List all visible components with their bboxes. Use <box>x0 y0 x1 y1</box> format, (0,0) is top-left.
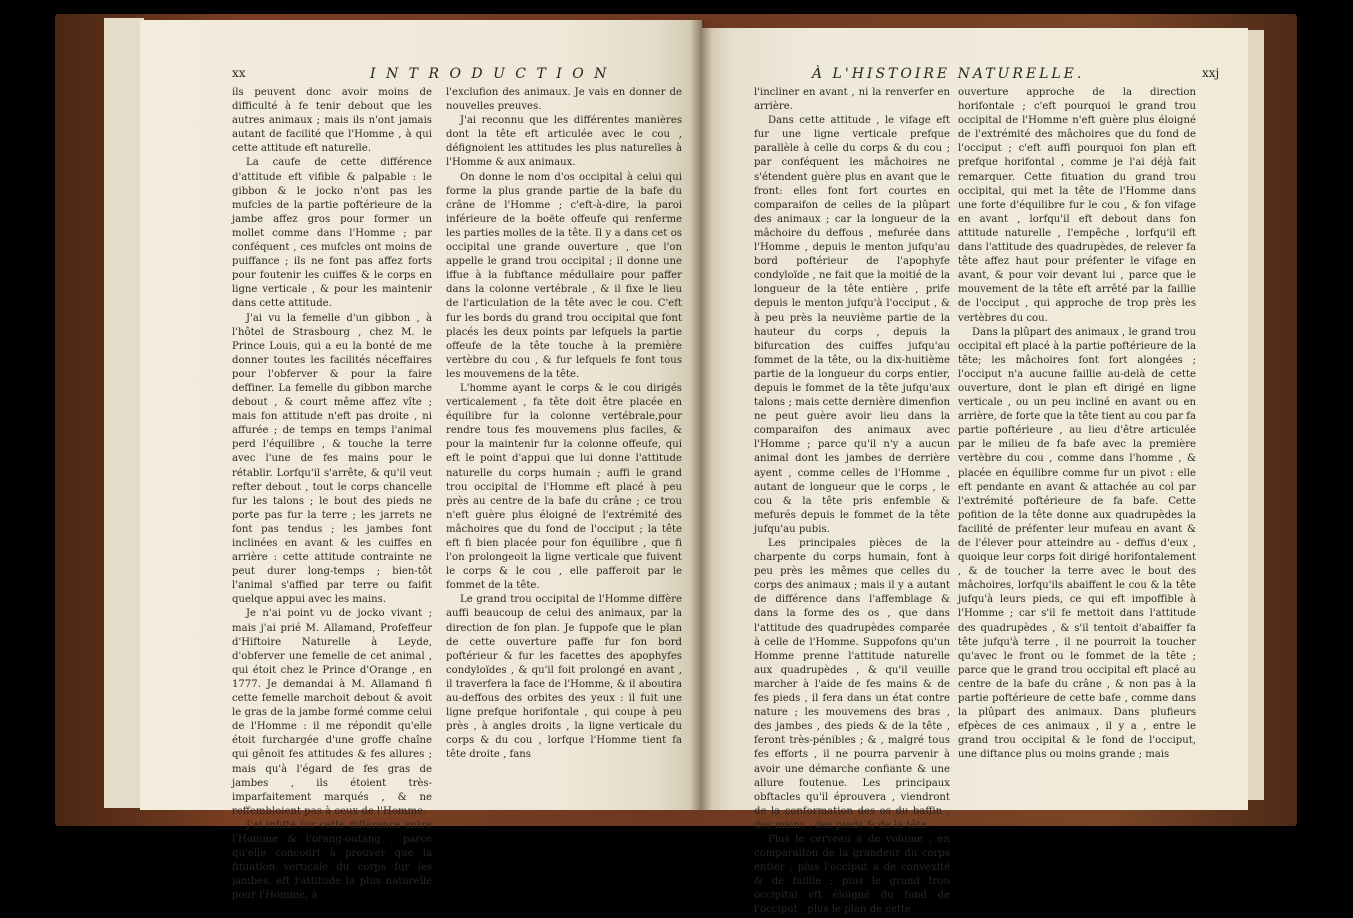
right_page-col1-paragraph: Dans cette attitude , le vifage eft fur une ligne verticale prefque parallèle à celle du corps & du cou ; par conféquent les mâchoires ne s'étendent guère plus en avant que le front: elles font fort courtes en comparaifon de celles de la plûpart des animaux ; car la longueur de la mâchoire du deffous , mefurée dans l'Homme , depuis le menton jufqu'au bord poftérieur de l'apophyfe condyloïde , ne fait que la moitié de la longueur de la tête entière , prife depuis le menton jufqu'à l'occiput , & à peu près la neuvième partie de la hauteur du corps , depuis la bifurcation des cuiffes jufqu'au fommet de la tête, ou la dix-huitième partie de la longueur du corps entier, depuis le fommet de la tête jufqu'aux talons ; mais cette dernière dimenfion ne peut guère avoir lieu dans la comparaifon des animaux avec l'Homme ; parce qu'il n'y a aucun animal dont les jambes de derrière ayent , comme celles de l'Homme , autant de longueur que le corps , le cou & la tête pris enfemble & mefurés depuis le fommet de la tête jufqu'au pubis. <box>754 115 950 535</box>
left_page-col2-paragraph: J'ai reconnu que les différentes manières dont la tête eft articulée avec le cou , défignoient les attitudes les plus naturelles à l'Homme & aux animaux. <box>446 115 682 169</box>
right_page-col1-paragraph: l'incliner en avant , ni la renverfer en arrière. <box>754 87 950 113</box>
right-column-2 <box>958 86 1196 761</box>
left_page-col1-paragraph: J'ai vu la femelle d'un gibbon , à l'hôtel de Strasbourg , chez M. le Prince Louis, qui a eu la bonté de me donner toutes les facilités néceffaires pour l'obferver & pour la faire deffiner. La femelle du gibbon marche debout , & court même affez vîte ; mais fon attitude n'eft pas droite , ni affurée ; de temps en temps l'animal perd l'équilibre , & touche la terre avec l'une de fes mains pour le rétablir. Lorfqu'il s'arrête, & qu'il veut refter debout , tout le corps chancelle fur les talons ; le bout des pieds ne porte pas fur la terre ; les jarrets ne font pas tendus ; les jambes font inclinées en avant & les cuiffes en arrière : cette attitude contrainte ne peut durer long-temps ; bien-tôt l'animal s'affied par terre ou faifit quelque appui avec les mains. <box>232 312 432 606</box>
left_page-col1-paragraph: Je n'ai point vu de jocko vivant ; mais j'ai prié M. Allamand, Profeffeur d'Hiftoire Naturelle à Leyde, d'obferver une femelle de cet animal , qui étoit chez le Prince d'Orange , en 1777. Je demandai à M. Allamand fi cette femelle marchoit debout & avoit le gras de la jambe formé comme celui de l'Homme : il me répondit qu'elle étoit furchargée d'une groffe chaîne qui gênoit fes attitudes & fes allures ; mais qu'à l'égard de fes gras de jambes , ils étoient très-imparfaitement marqués , & ne reffembloient pas à ceux de l'Homme. <box>232 608 432 817</box>
book-gutter <box>690 20 712 810</box>
left-folio: xx <box>232 66 246 80</box>
left_page-col1-paragraph: La caufe de cette différence d'attitude eft vifible & palpable : le gibbon & le jocko n'ont pas les mufcles de la partie poftérieure de la jambe affez gros pour former un mollet comme dans l'Homme ; par conféquent , ces mufcles ont moins de puiffance ; ils ne font pas affez forts pour foutenir les cuiffes & le corps en ligne verticale , & pour les maintenir dans cette attitude. <box>232 157 432 310</box>
right-folio: xxj <box>1202 66 1220 80</box>
left_page-col1-paragraph: J'ai infifté fur cette différence entre l'Homme & l'orang-outang , parce qu'elle concourt à prouver que la fituation verticale du corps fur les jambes, eft l'attitude la plus naturelle pour l'Homme, à <box>232 819 432 902</box>
right-column-1 <box>754 86 950 916</box>
right_page-col1-paragraph: Les principales pièces de la charpente du corps humain, font à peu près les mêmes que celles du corps des animaux ; mais il y a autant de différence dans l'affemblage & dans la forme des os , que dans l'attitude des quadrupèdes comparée à celle de l'Homme. Suppofons qu'un Homme prenne l'attitude naturelle aux quadrupèdes , & qu'il veuille marcher à l'aide de fes mains & de fes pieds , il fera dans un état contre nature ; les mouvemens des bras , des jambes , des pieds & de la tête , feront très-pénibles ; & , malgré tous fes efforts , il ne pourra parvenir à avoir une démarche confiante & une allure foutenue. Les principaux obftacles qu'il éprouvera , viendront de la conformation des os du baffin , des mains , des pieds & de la tête. <box>754 538 950 831</box>
right_page-col2-paragraph: Dans la plûpart des animaux , le grand trou occipital eft placé à la partie poftérieure de la tête; les mâchoires font fort alongées ; l'occiput n'a aucune faillie au-delà de cette ouverture, dont le plan eft dirigé en ligne verticale , ou un peu incliné en avant ou en arrière, de forte que la tête tient au cou par fa partie poftérieure , au lieu d'être articulée par le milieu de fa bafe avec la première vertèbre du cou , comme dans l'homme , & placée en équilibre comme fur un pivot : elle eft pendante en avant & attachée au col par l'extrémité poftérieure de fa bafe. Cette pofition de la tête donne aux quadrupèdes la facilité de préfenter leur mufeau en avant & de l'élever pour atteindre au - deffus d'eux , quoique leur corps foit dirigé horifontalement , & de toucher la terre avec le bout des mâchoires, lorfqu'ils abaiffent le cou & la tête jufqu'à leurs pieds, ce qui eft impoffible à l'Homme ; car s'il fe mettoit dans l'attitude des quadrupèdes , & s'il tentoit d'abaiffer fa tête jufqu'à terre , il ne pourroit la toucher qu'avec le front ou le fommet de la tête ; parce que le grand trou occipital eft placé au centre de la bafe du crâne , & non pas à la partie poftérieure de cette bafe , comme dans la plûpart des animaux. Dans plufieurs efpèces de ces animaux , il y a , entre le grand trou occipital & le fond de l'occiput, une diftance plus ou moins grande ; mais <box>958 326 1196 761</box>
right_page-col1-paragraph: Plus le cerveau a de volume , en comparaifon de la grandeur du corps entier , plus l'occiput a de convexité & de faillie ; plus le grand trou occipital eft éloigné du fond de l'occiput , plus le plan de cette <box>754 833 950 916</box>
page-stack-left <box>104 18 144 808</box>
left_page-col2-paragraph: Le grand trou occipital de l'Homme diffère auffi beaucoup de celui des animaux, par la direction de fon plan. Je fuppofe que le plan de cette ouverture paffe fur fon bord poftérieur & fur les facettes des apophyfes condyloïdes , & qu'il foit prolongé en avant , il traverfera la face de l'Homme, & il aboutira au-deffous des orbites des yeux : il fuit une ligne prefque horifontale , qui coupe à peu près , à angles droits , la ligne verticale du corps & du cou , lorfque l'Homme tient fa tête droite , fans <box>446 594 682 761</box>
left_page-col2-paragraph: L'homme ayant le corps & le cou dirigés verticalement , fa tête doit être placée en équilibre fur la colonne vertébrale,pour rendre tous fes mouvemens plus faciles, & pour la maintenir fur la colonne offeufe, qui eft le point d'appui que lui donne l'attitude naturelle du corps humain ; auffi le grand trou occipital de l'Homme eft placé à peu près au centre de la bafe du crâne ; ce trou n'eft guère plus éloigné de l'extrémité des mâchoires que du fond de l'occiput ; la tête eft fi bien placée pour fon équilibre , que fi l'on prolongeoit la ligne verticale que fuivent le corps & le cou , elle pafferoit par le fommet de la tête. <box>446 382 682 592</box>
right-running-head: À L'HISTOIRE NATURELLE. <box>812 66 1085 82</box>
left-column-1 <box>232 86 432 902</box>
left-column-2 <box>446 86 682 761</box>
left-running-head: I N T R O D U C T I O N <box>370 66 610 82</box>
right_page-col2-paragraph: ouverture approche de la direction horifontale ; c'eft pourquoi le grand trou occipital de l'Homme n'eft guère plus éloigné de l'extrémité des mâchoires que du fond de l'occiput ; c'eft auffi pourquoi fon plan eft prefque horifontal , comme je l'ai déjà fait remarquer. Cette fituation du grand trou occipital, qui met la tête de l'Homme dans une forte d'équilibre fur le cou , & fon vifage en avant , lorfqu'il eft debout dans fon attitude naturelle , l'empêche , lorfqu'il eft dans l'attitude des quadrupèdes, de relever fa tête affez haut pour préfenter le vifage en avant, & pour voir devant lui , parce que le mouvement de la tête eft arrêté par la faillie de l'occiput , qui approche de trop près les vertèbres du cou. <box>958 87 1196 324</box>
left_page-col2-paragraph: l'exclufion des animaux. Je vais en donner de nouvelles preuves. <box>446 87 682 113</box>
left_page-col2-paragraph: On donne le nom d'os occipital à celui qui forme la plus grande partie de la bafe du crâne de l'Homme ; c'eft-à-dire, la paroi inférieure de la boëte offeufe qui renferme les parties molles de la tête. Il y a dans cet os occipital une grande ouverture , que l'on appelle le grand trou occipital ; il donne une iffue à la fubftance médullaire pour paffer dans la colonne vertébrale , & il fixe le lieu de l'articulation de la tête avec le cou. C'eft fur les bords du grand trou occipital que font placés les deux points par lefquels la partie offeufe de la tête touche à la première vertèbre du cou , & fur lefquels fe font tous les mouvemens de la tête. <box>446 171 682 380</box>
left_page-col1-paragraph: ils peuvent donc avoir moins de difficulté à fe tenir debout que les autres animaux ; mais ils n'ont jamais autant de facilité que l'Homme , à qui cette attitude eft naturelle. <box>232 87 432 155</box>
